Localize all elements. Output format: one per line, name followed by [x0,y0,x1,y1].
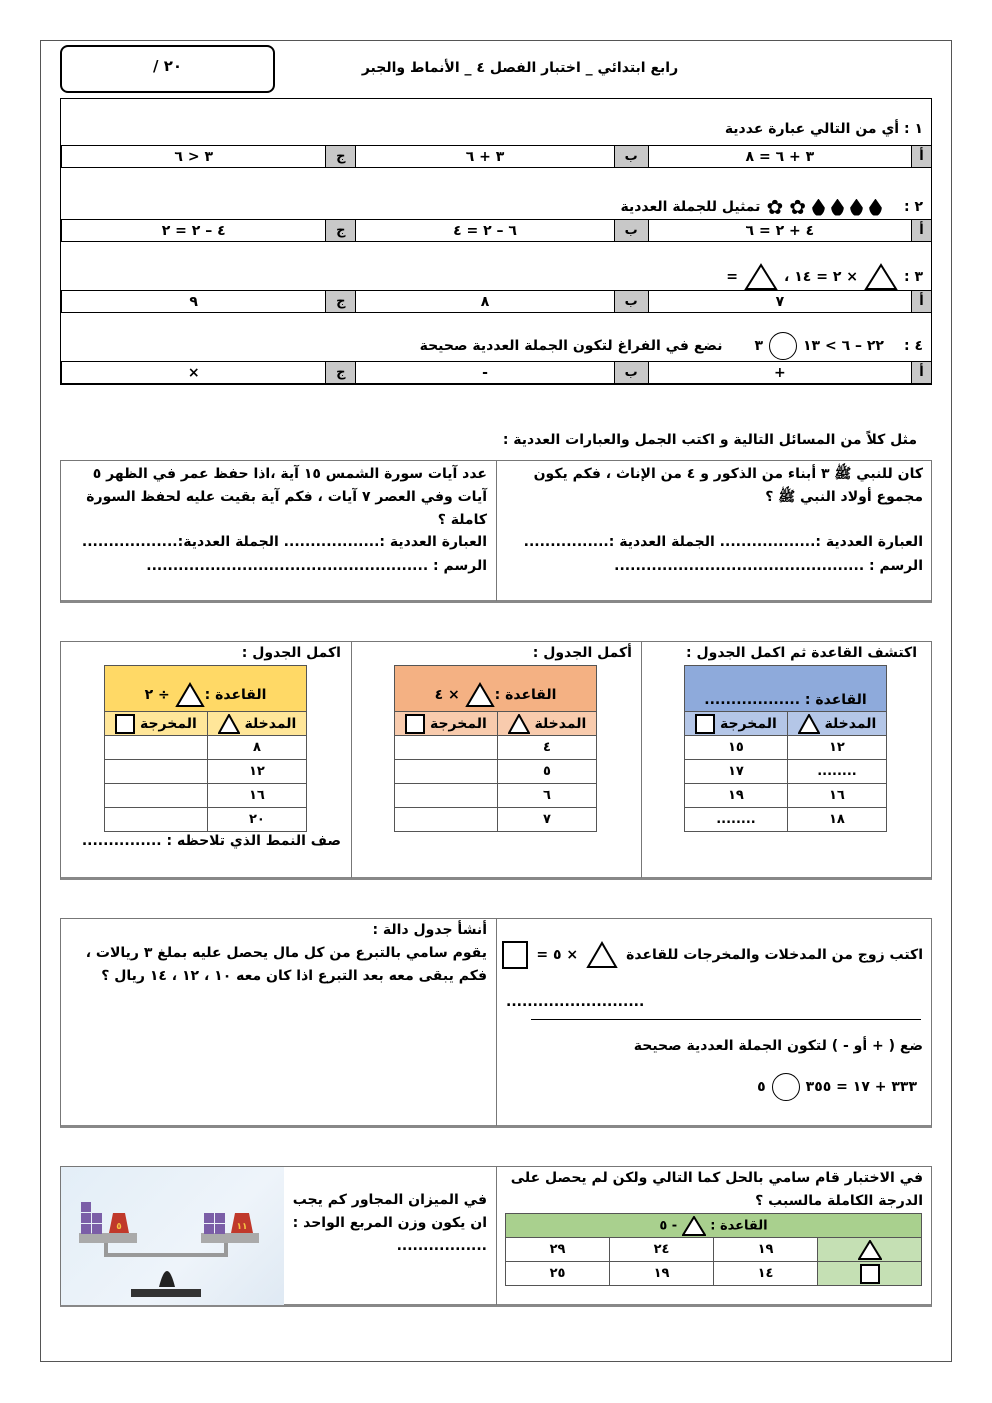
error-problem-text: في الاختبار قام سامي بالحل كما التالي ولكن لم يحصل على الدرجة الكاملة مالسبب ؟ [510,1170,923,1210]
option-letter: ب [614,291,648,312]
question-4 [420,332,923,360]
answer-option[interactable]: ٨ [355,291,613,312]
input-cell[interactable]: ١٨ [787,808,886,832]
answer-option[interactable]: ٩ [61,291,325,312]
balance-scale-image [61,1167,284,1305]
drop-icon [869,199,882,216]
answer-option[interactable]: ٣ < ٦ [61,146,325,167]
option-letter: ب [614,220,648,241]
output-cell[interactable] [105,736,208,760]
sign-instruction: ضع ( + أو - ) لتكون الجملة العددية صحيحة [633,1038,923,1054]
triangle-icon [858,1240,882,1260]
rule-cell [105,666,307,712]
input-cell[interactable]: ٥ [497,760,596,784]
square-icon [502,941,528,969]
output-label: المخرجة [719,715,777,732]
problem-right-answer[interactable]: العبارة العددية :.................. الجملة العددية :................ [523,534,923,550]
option-letter: أ [911,220,931,241]
table-row [685,736,887,760]
square-icon [860,1264,880,1284]
table-cell: ٢٩ [506,1238,610,1262]
input-cell[interactable]: ١٢ [207,760,306,784]
table-row [105,760,307,784]
question-expression: ٣ [754,338,763,354]
input-cell[interactable]: ٨ [207,736,306,760]
question-number: ٢ : [903,199,923,215]
table-row [395,760,597,784]
table-cell: ١٩ [714,1238,818,1262]
rule-cell [506,1214,922,1238]
output-cell[interactable] [105,808,208,832]
input-label: المدخلة [534,715,587,732]
answer-option[interactable]: ٤ + ٢ = ٦ [648,220,911,241]
question-3 [726,263,923,291]
output-cell[interactable] [395,784,498,808]
square-icon [115,714,135,734]
triangle-icon [218,714,240,734]
answer-option[interactable]: + [648,362,911,383]
triangle-icon [798,714,820,734]
output-cell[interactable] [105,760,208,784]
output-cell[interactable] [395,808,498,832]
score-box [60,45,275,93]
problem-left-answer[interactable]: العبارة العددية :.................. الجملة العددية:.................. [81,534,487,550]
question-text: نضع في الفراغ لتكون الجملة العددية صحيحة [419,338,723,354]
q1-options [61,145,931,168]
option-letter: ب [614,146,648,167]
input-label: المدخلة [244,715,297,732]
input-cell[interactable]: ٦ [497,784,596,808]
sign-equation [757,1073,917,1101]
question-2 [620,195,923,219]
table-row [395,736,597,760]
triangle-icon [175,682,205,708]
answer-option[interactable]: ٦ – ٢ = ٤ [355,220,613,241]
option-letter: أ [911,291,931,312]
output-cell[interactable]: ١٩ [685,784,788,808]
option-letter: أ [911,362,931,383]
question-expression: ٢٢ – ٦ > ١٣ [803,338,884,354]
drop-icon [812,199,825,216]
table-row [105,808,307,832]
output-cell[interactable]: ١٧ [685,760,788,784]
input-label: المدخلة [824,715,877,732]
orange-heading: أكمل الجدول : [532,645,632,661]
output-header [685,712,788,736]
pair-question-text: اكتب زوج من المدخلات والمخرجات للقاعدة [626,947,923,963]
triangle-icon [465,682,495,708]
problem-left-text: عدد آيات سورة الشمس ١٥ آية ،اذا حفظ عمر في الظهر ٥ آيات وفي العصر ٧ آيات ، فكم آية بقيت عليه لحفظ السورة كاملة ؟ [86,466,487,529]
square-icon [695,714,715,734]
option-letter: ج [325,220,355,241]
output-header [105,712,208,736]
page-title: رابع ابتدائي _ اختبار الفصل ٤ _ الأنماط والجبر [361,60,679,76]
problem-left-drawing[interactable]: الرسم : ..................................................... [146,558,487,574]
option-letter: أ [911,146,931,167]
triangle-row-header [818,1238,922,1262]
rule-label: القاعدة : [494,687,557,703]
answer-option[interactable]: ٣ + ٦ [355,146,613,167]
output-label: المخرجة [429,715,487,732]
yellow-function-table [104,665,307,832]
crossed-drop-icon: ✿ [789,195,806,219]
question-text: × ٢ = ١٤ ، [784,269,858,285]
rule-cell [395,666,597,712]
pair-answer-line[interactable]: .......................... [506,994,645,1010]
drop-icon [831,199,844,216]
output-label: المخرجة [139,715,197,732]
option-letter: ج [325,362,355,383]
triangle-icon [586,941,618,969]
blue-function-table [684,665,887,832]
orange-function-table [394,665,597,832]
blue-heading: اكتشف القاعدة ثم اكمل الجدول : [686,645,917,661]
triangle-icon [682,1216,706,1236]
rule-text: القاعدة : .................. [704,692,867,708]
answer-option[interactable]: - [355,362,613,383]
option-letter: ج [325,291,355,312]
table-row [395,808,597,832]
output-cell[interactable] [395,736,498,760]
question-text: تمثيل للجملة العددية [620,199,761,215]
equation-left: ٣٣٣ + ١٧ = ٣٥٥ [805,1079,917,1095]
function-table-heading: أنشأ جدول دالة : [372,922,487,938]
output-cell[interactable] [395,760,498,784]
rule-label: القاعدة : [710,1218,768,1233]
table-cell: ١٩ [610,1262,714,1286]
q3-options [61,290,931,313]
pair-question [502,941,923,969]
multiple-choice-section [60,98,932,385]
answer-option[interactable]: ٣ + ٦ = ٨ [648,146,911,167]
output-cell[interactable]: ........ [685,808,788,832]
pattern-prompt[interactable]: صف النمط الذي تلاحظه : ............... [81,833,341,849]
rule-operation: ÷ ٢ [144,687,170,703]
input-cell[interactable]: ٤ [497,736,596,760]
yellow-heading: اكمل الجدول : [241,645,341,661]
section-heading: مثل كلاً من المسائل التالية و اكتب الجمل والعبارات العددية : [502,432,917,448]
table-row [395,784,597,808]
triangle-icon [864,263,898,291]
crossed-drop-icon: ✿ [766,195,784,219]
table-row [685,760,887,784]
output-cell[interactable]: ١٥ [685,736,788,760]
input-cell[interactable]: ١٦ [787,784,886,808]
word-problems-box [60,460,932,603]
function-table-problem: يقوم سامي بالتبرع من كل مال يحصل عليه بملغ ٣ ريالات ، فكم يبقى معه بعد التبرع اذا كان معه ١٠ ، ١٢ ، ١٤ ريال ؟ [85,945,487,985]
left-weight: ٥ [116,1222,122,1232]
table-row [105,736,307,760]
table-row [685,808,887,832]
question-number: ٣ : [903,269,923,285]
input-cell[interactable]: ١٢ [787,736,886,760]
q4-options [61,361,931,384]
table-cell: ٢٤ [610,1238,714,1262]
divider [531,1019,921,1020]
input-header [497,712,596,736]
input-cell[interactable]: ١٦ [207,784,306,808]
balance-problem-text: في الميزان المجاور كم يجب ان يكون وزن المربع الواحد : ................. [292,1192,487,1255]
answer-option[interactable]: ٧ [648,291,911,312]
input-header [787,712,886,736]
triangle-icon [744,263,778,291]
table-cell: ١٤ [714,1262,818,1286]
rule-operation: - ٥ [659,1218,678,1233]
blank-circle[interactable] [772,1073,800,1101]
option-letter: ب [614,362,648,383]
drop-icon [850,199,863,216]
option-letter: ج [325,146,355,167]
problem-right-drawing[interactable]: الرسم : ............................................... [614,558,923,574]
error-function-table [505,1213,922,1286]
table-row [105,784,307,808]
balance-scale-icon [61,1167,284,1305]
section-4-box [60,918,932,1128]
square-icon [405,714,425,734]
table-row [685,784,887,808]
question-number: ٤ : [903,338,923,354]
input-cell[interactable]: ٧ [497,808,596,832]
equation-right: ٥ [757,1079,766,1095]
score: ٢٠ / [152,57,182,75]
answer-option[interactable]: ٤ – ٢ = ٢ [61,220,325,241]
right-weight: ١١ [236,1222,248,1232]
q2-options [61,219,931,242]
table-cell: ٢٥ [506,1262,610,1286]
input-cell[interactable]: ٢٠ [207,808,306,832]
rule-operation: × ٤ [434,687,460,703]
square-row-header [818,1262,922,1286]
input-cell[interactable]: ........ [787,760,886,784]
answer-option[interactable]: × [61,362,325,383]
question-1: ١ : أي من التالي عبارة عددية [724,121,923,137]
input-header [207,712,306,736]
blank-circle [769,332,797,360]
question-text: = [726,269,739,285]
rule-expression: × ٥ = [536,947,579,963]
output-header [395,712,498,736]
problem-right-text: كان للنبي ﷺ ٣ أبناء من الذكور و ٤ من الإناث ، فكم يكون مجموع أولاد النبي ﷺ ؟ [533,466,923,506]
rule-cell [685,666,887,712]
triangle-icon [508,714,530,734]
output-cell[interactable] [105,784,208,808]
rule-label: القاعدة : [204,687,267,703]
